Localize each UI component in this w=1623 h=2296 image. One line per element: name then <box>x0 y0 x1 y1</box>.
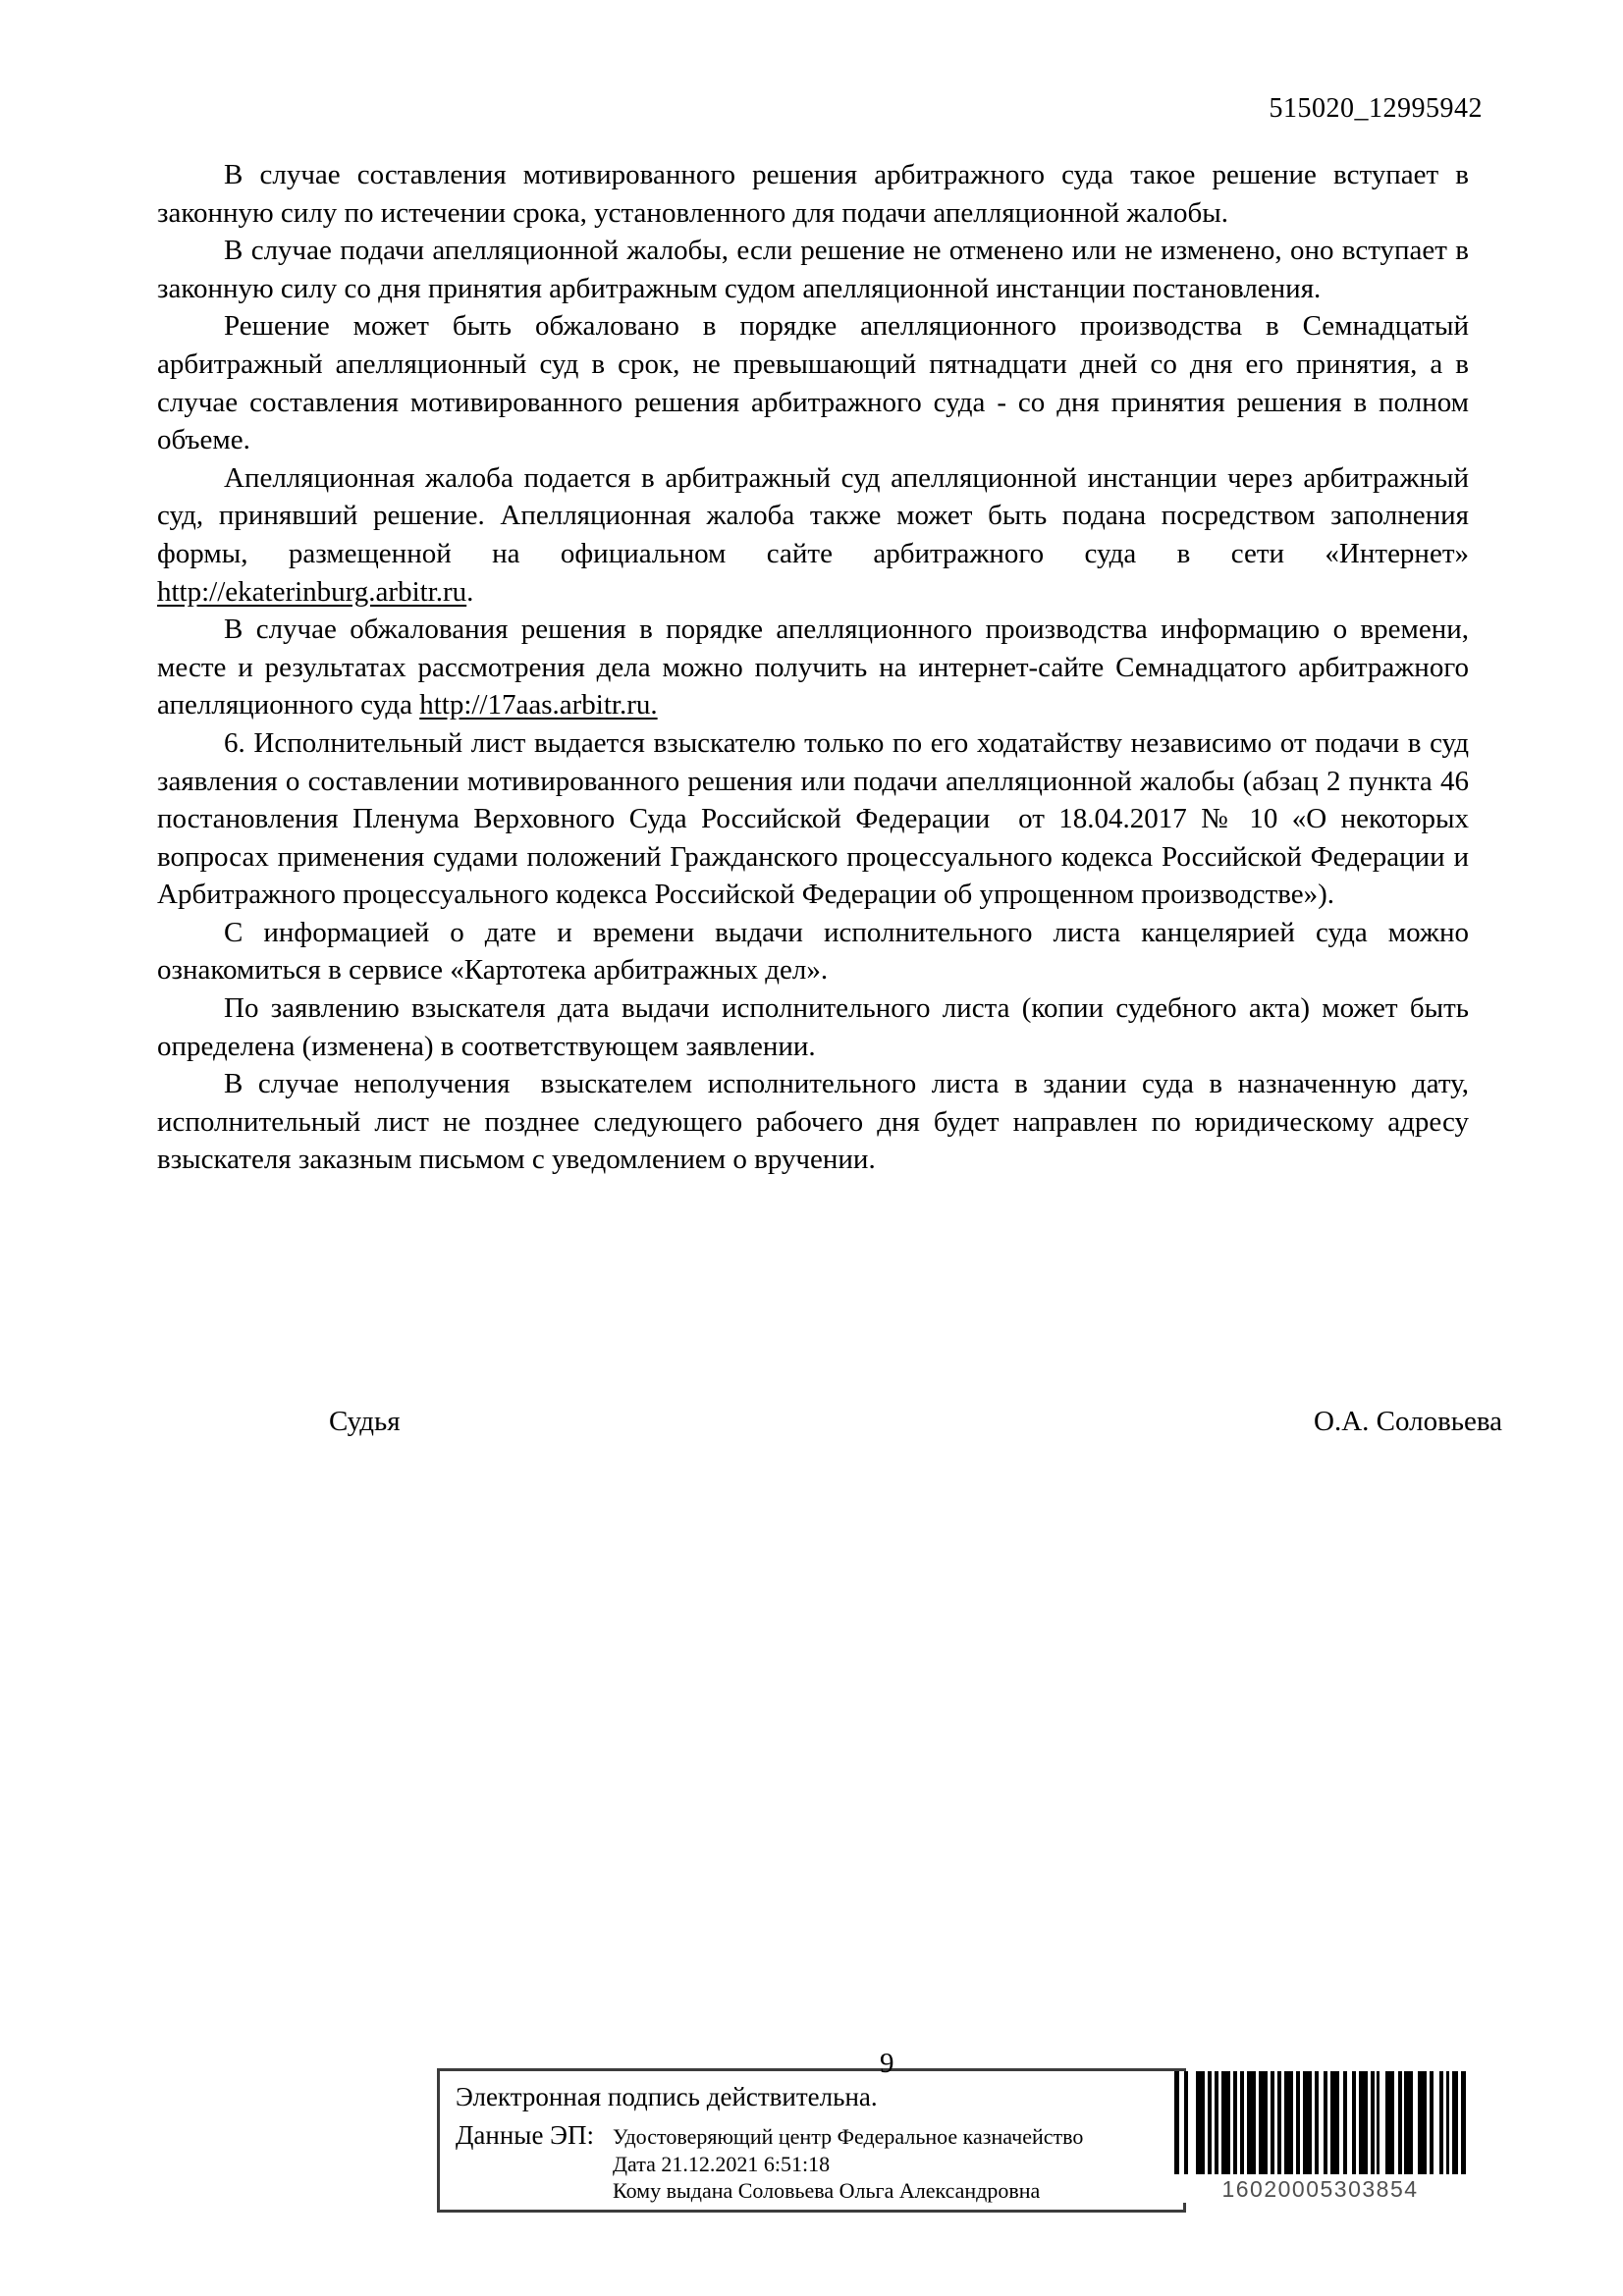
paragraph: С информацией о дате и времени выдачи исполнительного листа канцелярией суда можно ознакомиться в сервисе «Картотека арбитражных дел». <box>157 916 1469 987</box>
paragraph: В случае подачи апелляционной жалобы, если решение не отменено или не изменено, оно вступает в законную силу со дня принятия арбитражным судом апелляционной инстанции постановления. <box>157 235 1469 304</box>
esign-date: Дата 21.12.2021 6:51:18 <box>613 2151 831 2176</box>
paragraph: В случае неполучения взыскателем исполнительного листа в здании суда в назначенную дату, исполнительный лист не позднее следующего рабочего дня будет направлен по юридическому адресу взыскателя заказным письмом с уведомлением о вручении. <box>157 1068 1469 1176</box>
paragraph: 6. Исполнительный лист выдается взыскателю только по его ходатайству независимо от подачи в суд заявления о составлении мотивированного решения или подачи апелляционной жалобы (абзац 2 пункта 46 постановления Пленума Верховного Суда Российской Федерации от 18.04.2017 № 10 «О некоторых вопросах применения судами положений Гражданского процессуального кодекса Российской Федерации и Арбитражного процессуального кодекса Российской Федерации об упрощенном производстве»). <box>157 726 1469 911</box>
page-number: 9 <box>880 2048 894 2079</box>
paragraph-text: Апелляционная жалоба подается в арбитражный суд апелляционной инстанции через арбитражный суд, принявший решение. Апелляционная жалоба также может быть подана посредством заполнения формы, размещенной на официальном сайте арбитражного суда в сети «Интернет» <box>157 461 1469 569</box>
paragraph-text: . <box>466 575 474 608</box>
paragraph: В случае составления мотивированного решения арбитражного суда такое решение вступает в законную силу по истечении срока, установленного для подачи апелляционной жалобы. <box>157 159 1469 229</box>
paragraph <box>157 459 1469 611</box>
paragraph: Решение может быть обжаловано в порядке апелляционного производства в Семнадцатый арбитражный апелляционный суд в срок, не превышающий пятнадцати дней со дня его принятия, а в случае составления мотивированного решения арбитражного суда - со дня принятия решения в полном объеме. <box>157 310 1469 456</box>
17aas-arbitr-link[interactable]: http://17aas.arbitr.ru. <box>419 689 658 721</box>
paragraph: По заявлению взыскателя дата выдачи исполнительного листа (копии судебного акта) может быть определена (изменена) в соответствующем заявлении. <box>157 992 1469 1062</box>
judge-role-label: Судья <box>329 1406 401 1437</box>
electronic-signature-stamp <box>437 2068 1186 2213</box>
esign-valid-text: Электронная подпись действительна. <box>456 2082 878 2111</box>
barcode <box>1171 2071 1469 2203</box>
judge-name: О.А. Соловьева <box>1314 1406 1503 1437</box>
esign-data-label: Данные ЭП: <box>456 2120 594 2150</box>
esign-issued-to: Кому выдана Соловьева Ольга Александровна <box>613 2178 1041 2203</box>
barcode-number: 16020005303854 <box>1221 2176 1419 2202</box>
barcode-bars-image <box>1174 2071 1466 2174</box>
paragraph-text: В случае обжалования решения в порядке апелляционного производства информацию о времени, месте и результатах рассмотрения дела можно получить на интернет-сайте Семнадцатого арбитражного апелляционного суда <box>157 614 1469 721</box>
document-body <box>157 156 1469 1179</box>
esign-details <box>613 2120 1083 2205</box>
document-id: 515020_12995942 <box>1269 93 1483 124</box>
esign-data-row <box>456 2120 1183 2205</box>
esign-authority: Удостоверяющий центр Федеральное казначейство <box>613 2124 1084 2149</box>
paragraph <box>157 611 1469 724</box>
ekaterinburg-arbitr-link[interactable]: http://ekaterinburg.arbitr.ru <box>157 575 467 608</box>
